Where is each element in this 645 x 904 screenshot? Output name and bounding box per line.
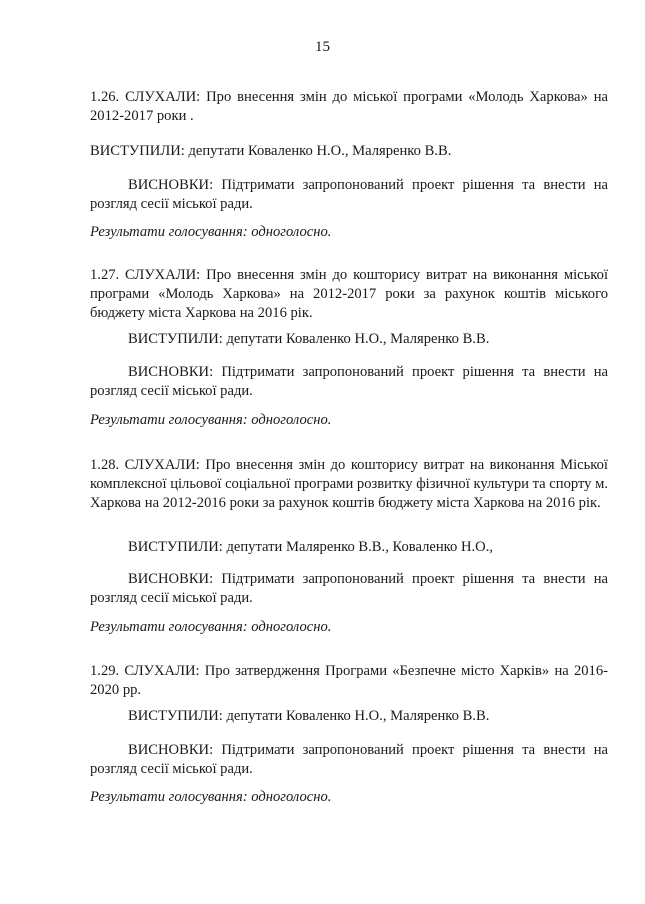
item-1-28-conclusions: ВИСНОВКИ: Підтримати запропонований проект рішення та внести на розгляд сесії міської ради. <box>90 571 608 606</box>
item-1-29-heard: 1.29. СЛУХАЛИ: Про затвердження Програми «Безпечне місто Харків» на 2016-2020 рр. <box>90 663 608 698</box>
item-1-29-conclusions: ВИСНОВКИ: Підтримати запропонований проект рішення та внести на розгляд сесії міської ради. <box>90 742 608 777</box>
item-1-26-speakers: ВИСТУПИЛИ: депутати Коваленко Н.О., Маляренко В.В. <box>90 143 452 159</box>
item-1-28-speakers: ВИСТУПИЛИ: депутати Маляренко В.В., Коваленко Н.О., <box>128 539 493 555</box>
item-1-27-heard: 1.27. СЛУХАЛИ: Про внесення змін до кошторису витрат на виконання міської програми «Молодь Харкова» на 2012-2017 роки за рахунок коштів міського бюджету міста Харкова на 2016 рік. <box>90 267 608 321</box>
item-1-27-voting-result: Результати голосування: одноголосно. <box>90 412 332 428</box>
item-1-28-voting-result: Результати голосування: одноголосно. <box>90 619 332 635</box>
item-1-29-speakers: ВИСТУПИЛИ: депутати Коваленко Н.О., Маляренко В.В. <box>128 708 490 724</box>
item-1-28-heard: 1.28. СЛУХАЛИ: Про внесення змін до кошторису витрат на виконання Міської комплексної цільової соціальної програми розвитку фізичної культури та спорту м. Харкова на 2012-2016 роки за рахунок коштів бюджету міста Харкова на 2016 рік. <box>90 457 608 511</box>
item-1-27-speakers: ВИСТУПИЛИ: депутати Коваленко Н.О., Маляренко В.В. <box>128 331 490 347</box>
page-number: 15 <box>315 39 330 55</box>
item-1-26-voting-result: Результати голосування: одноголосно. <box>90 224 332 240</box>
item-1-26-heard: 1.26. СЛУХАЛИ: Про внесення змін до міської програми «Молодь Харкова» на 2012-2017 роки . <box>90 89 608 124</box>
item-1-29-voting-result: Результати голосування: одноголосно. <box>90 789 332 805</box>
item-1-27-conclusions: ВИСНОВКИ: Підтримати запропонований проект рішення та внести на розгляд сесії міської ради. <box>90 364 608 399</box>
item-1-26-conclusions: ВИСНОВКИ: Підтримати запропонований проект рішення та внести на розгляд сесії міської ради. <box>90 177 608 212</box>
